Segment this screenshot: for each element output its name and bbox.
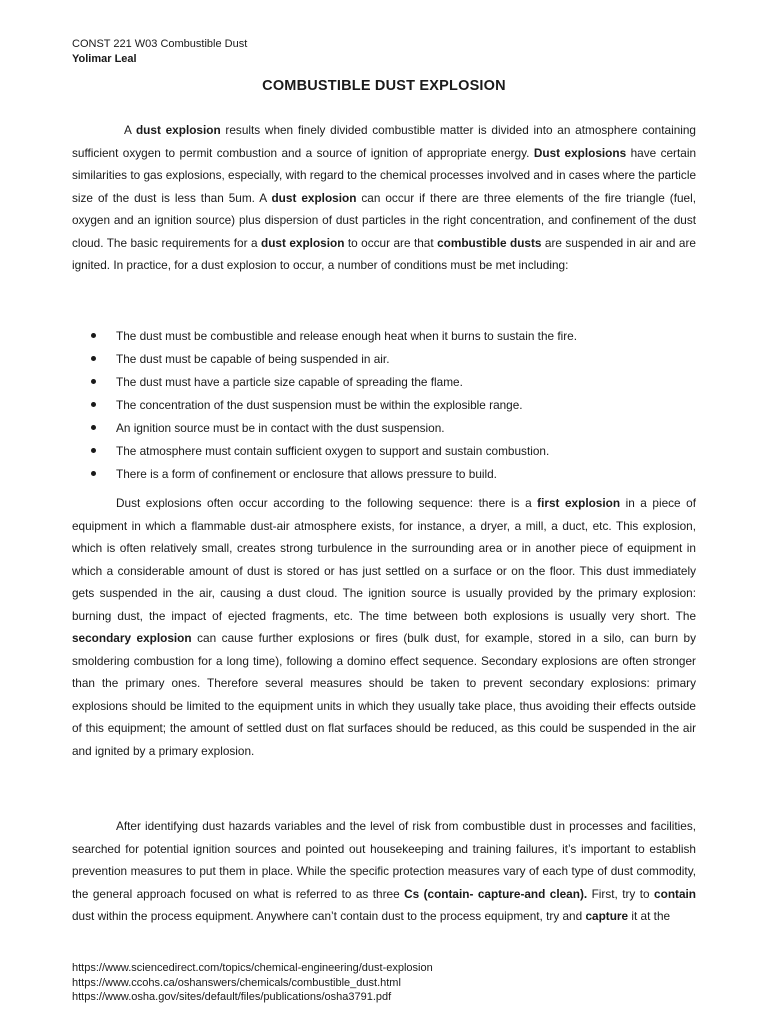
author-name: Yolimar Leal: [72, 53, 137, 65]
list-item-text: The concentration of the dust suspension must be within the explosible range.: [116, 398, 523, 412]
reference-link[interactable]: https://www.sciencedirect.com/topics/chemical-engineering/dust-explosion: [72, 962, 433, 974]
bold-term: Dust explosions: [533, 145, 627, 160]
list-item: [72, 326, 696, 349]
text-run: have certain similarities to gas explosions, especially, with regard to the chemical processes involved and in cases where the particle size of the dust is less than 5um. A: [72, 145, 697, 205]
bold-term: dust explosion: [135, 123, 221, 137]
list-item: [72, 464, 696, 487]
bold-term: dust explosion: [261, 235, 345, 250]
list-item-text: The dust must be capable of being suspended in air.: [116, 352, 390, 366]
bullet-icon: [91, 471, 96, 476]
list-item-text: An ignition source must be in contact with the dust suspension.: [116, 421, 445, 435]
text-run: A: [124, 123, 136, 137]
list-item: [72, 395, 696, 418]
bullet-icon: [91, 356, 96, 361]
bullet-icon: [91, 425, 96, 430]
reference-link[interactable]: https://www.osha.gov/sites/default/files/publications/osha3791.pdf: [72, 991, 392, 1003]
paragraph-prevention: [72, 815, 696, 928]
document-title: COMBUSTIBLE DUST EXPLOSION: [262, 78, 506, 94]
bold-term: Cs (contain- capture-and clean).: [404, 886, 588, 901]
text-run: can occur if there are three elements of the fire triangle (fuel, oxygen and an ignition source) plus dispersion of dust particles in the right concentration, and confinement of the dust cloud. The basic requirements for a: [72, 190, 696, 250]
list-item-text: The dust must be combustible and release enough heat when it burns to sustain the fire.: [116, 329, 578, 343]
text-run: First, try to: [587, 886, 655, 901]
bold-term: capture: [585, 909, 629, 923]
text-run: it at the: [628, 909, 671, 923]
bold-term: combustible dusts: [437, 235, 542, 250]
bullet-icon: [91, 448, 96, 453]
list-item: [72, 372, 696, 395]
document-header: [72, 37, 247, 67]
list-item-text: There is a form of confinement or enclosure that allows pressure to build.: [116, 467, 497, 481]
text-run: dust within the process equipment. Anywhere can’t contain dust to the process equipment, try and: [72, 909, 586, 923]
bullet-icon: [91, 379, 96, 384]
text-run: can cause further explosions or fires (bulk dust, for example, stored in a silo, can burn by smoldering combustion for a long time), following a domino effect sequence. Secondary explosions are often stronger than the primary ones. Therefore several measures should be taken to prevent secondary explosions: primary explosions should be limited to the equipment units in which they usually take place, thus avoiding their effects outside of this equipment; the amount of settled dust on flat surfaces should be reduced, as this could be suspended in the air and ignited by a primary explosion.: [72, 631, 696, 758]
list-item: [72, 418, 696, 441]
text-run: to occur are that: [344, 235, 438, 250]
text-run: results when finely divided combustible matter is divided into an atmosphere containing sufficient oxygen to permit combustion and a source of ignition of appropriate energy.: [72, 123, 696, 160]
list-item-text: The atmosphere must contain sufficient oxygen to support and sustain combustion.: [116, 444, 550, 458]
list-item: [72, 349, 696, 372]
bold-term: contain: [654, 886, 696, 901]
bold-term: first explosion: [537, 496, 621, 510]
text-run: in a piece of equipment in which a flammable dust-air atmosphere exists, for instance, a dryer, a mill, a duct, etc. This explosion, which is often relatively small, creates strong turbulence in the surrounding area or in another piece of equipment in which a considerable amount of dust is stored or has just settled on a surface or on the floor. This dust immediately gets suspended in the air, causing a dust cloud. The ignition source is usually provided by the primary explosion: burning dust, the impact of ejected fragments, etc. The time between both explosions is usually very short. The: [72, 496, 696, 623]
list-item-text: The dust must have a particle size capable of spreading the flame.: [116, 375, 463, 389]
bullet-icon: [91, 333, 96, 338]
list-item: [72, 441, 696, 464]
text-run: are suspended in air and are ignited. In practice, for a dust explosion to occur, a number of conditions must be met including:: [72, 235, 696, 272]
conditions-list: [72, 326, 696, 487]
bold-term: secondary explosion: [72, 631, 192, 645]
paragraph-intro: [72, 119, 696, 277]
text-run: Dust explosions often occur according to the following sequence: there is a: [116, 496, 538, 510]
references: [72, 961, 433, 1005]
paragraph-sequence: [72, 492, 696, 762]
bullet-icon: [91, 402, 96, 407]
text-run: After identifying dust hazards variables and the level of risk from combustible dust in processes and facilities, searched for potential ignition sources and pointed out housekeeping and training failures, it’s important to establish prevention measures to put them in place. While the specific protection measures vary of each type of dust commodity, the general approach focused on what is referred to as three: [72, 819, 696, 901]
course-label: CONST 221 W03 Combustible Dust: [72, 38, 248, 50]
reference-link[interactable]: https://www.ccohs.ca/oshanswers/chemicals/combustible_dust.html: [72, 976, 401, 989]
bold-term: dust explosion: [271, 190, 357, 205]
